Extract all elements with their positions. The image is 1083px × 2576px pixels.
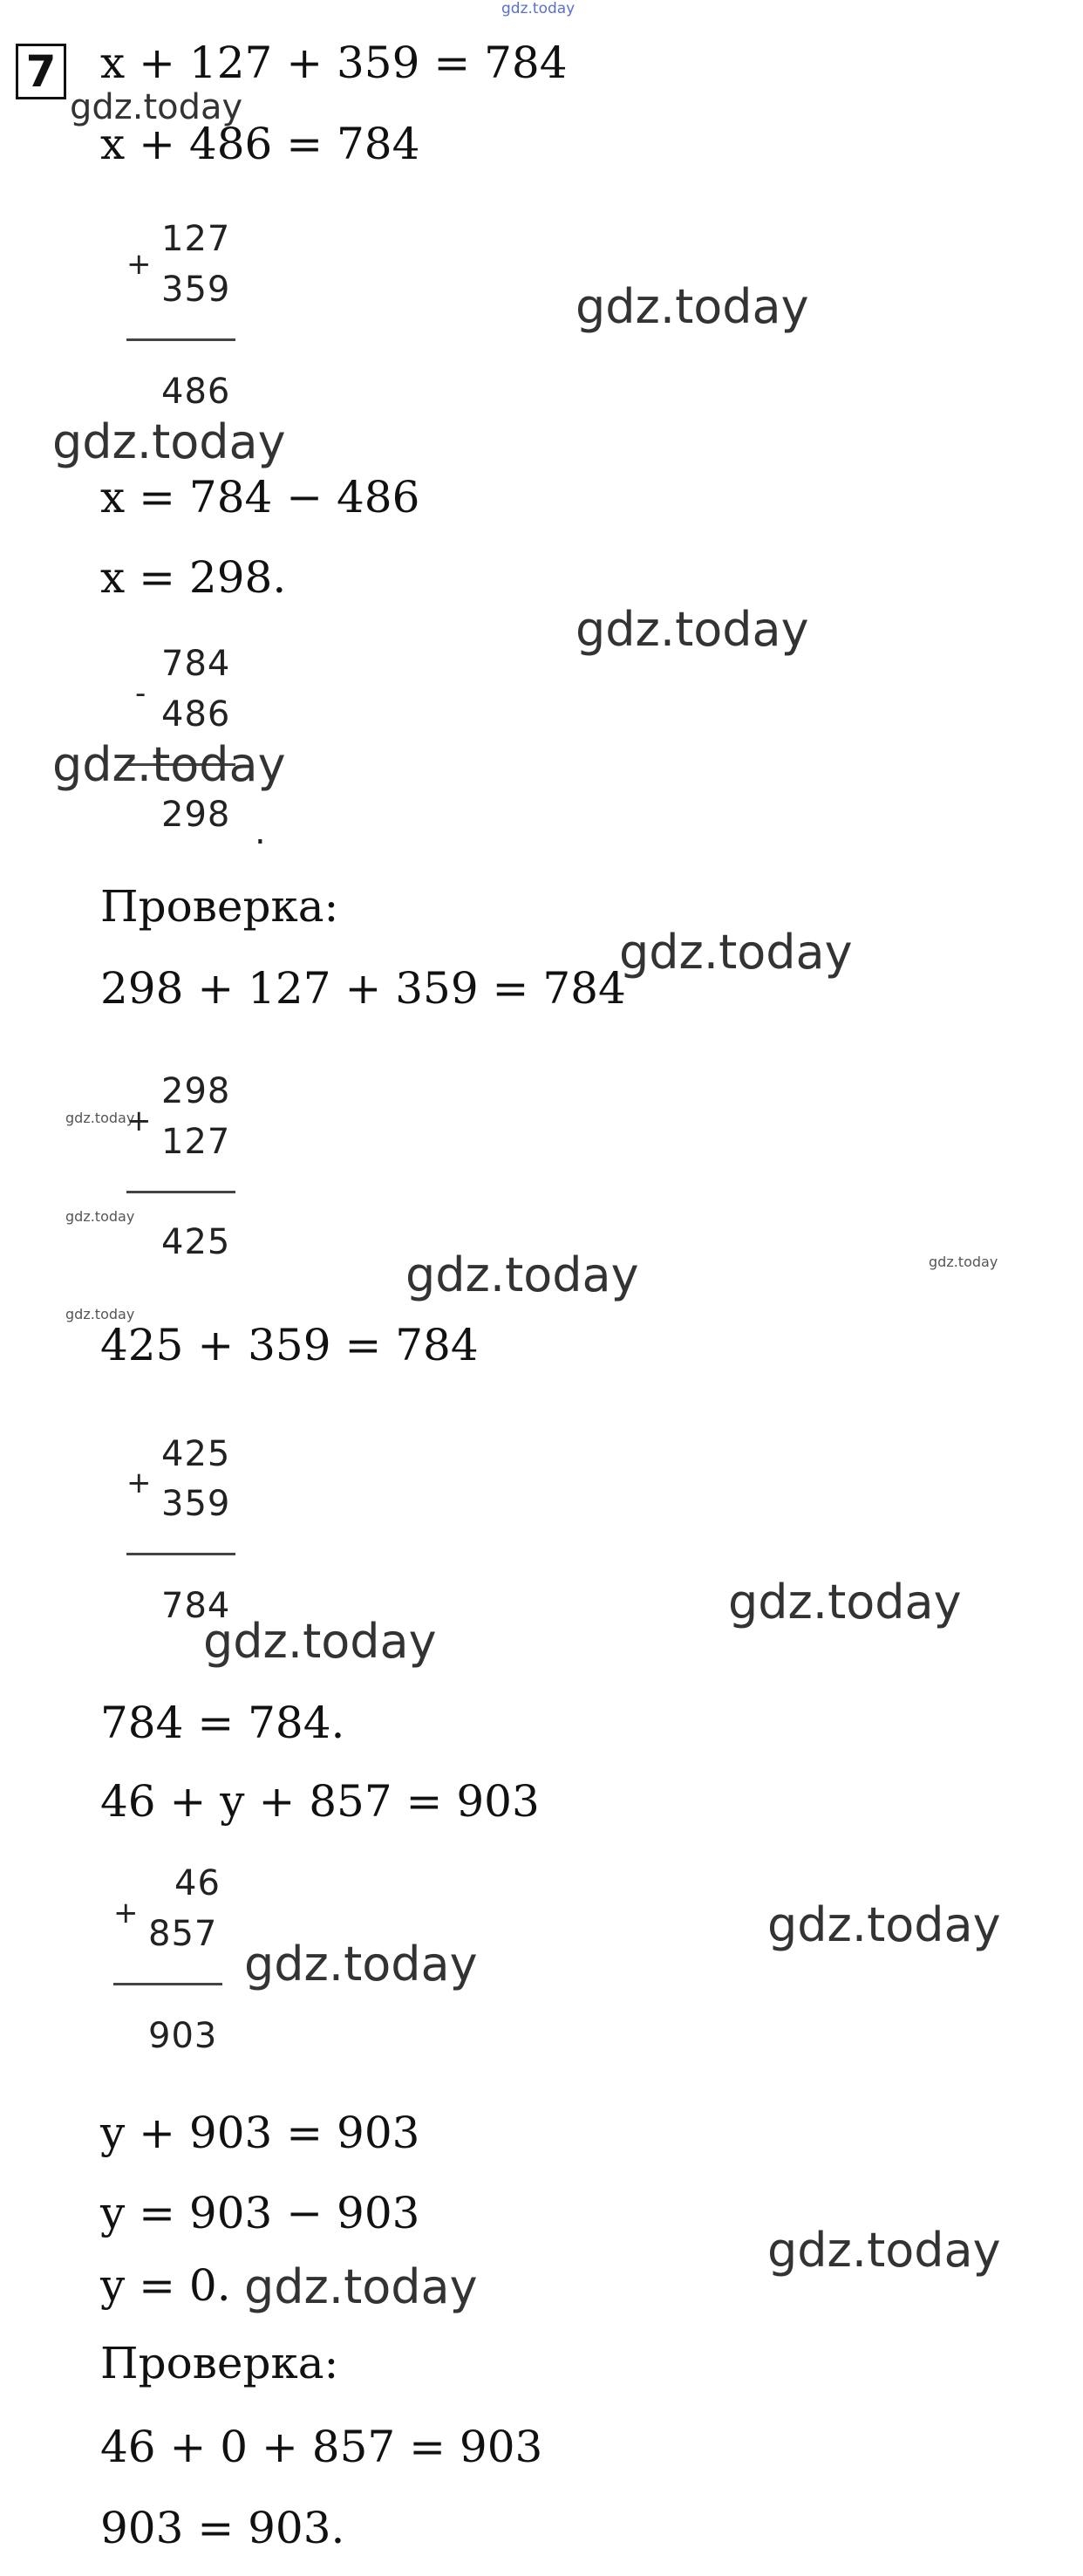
column-5-bottom: 857: [148, 1914, 218, 1954]
watermark: gdz.today: [65, 1208, 135, 1225]
watermark: gdz.today: [576, 279, 809, 334]
equation-line-11: y = 0.: [100, 2260, 231, 2311]
equation-line-10: y = 903 − 903: [100, 2188, 420, 2238]
column-5-result: 903: [148, 2016, 218, 2056]
watermark: gdz.today: [619, 925, 853, 980]
watermark: gdz.today: [52, 737, 286, 792]
column-2-result: 298: [161, 795, 231, 835]
column-1-top: 127: [161, 219, 231, 259]
equation-line-4: x = 298.: [100, 552, 287, 603]
watermark: gdz.today: [767, 1897, 1001, 1952]
equation-line-8: 46 + y + 857 = 903: [100, 1776, 540, 1827]
column-1-bottom: 359: [161, 270, 231, 310]
column-3-top: 298: [161, 1071, 231, 1111]
equation-line-9: y + 903 = 903: [100, 2108, 420, 2158]
column-1-result: 486: [161, 372, 231, 412]
equation-line-1: x + 127 + 359 = 784: [100, 38, 568, 88]
equation-line-12: 46 + 0 + 857 = 903: [100, 2422, 543, 2472]
watermark: gdz.today: [65, 1306, 135, 1322]
watermark: gdz.today: [576, 602, 809, 657]
column-2-operator: -: [135, 676, 146, 711]
watermark: gdz.today: [405, 1247, 639, 1302]
column-3-rule: [126, 1191, 235, 1193]
check-label-1: Проверка:: [100, 881, 339, 932]
column-1-rule: [126, 338, 235, 341]
watermark: gdz.today: [929, 1254, 998, 1270]
watermark: gdz.today: [52, 414, 286, 469]
check-label-2: Проверка:: [100, 2338, 339, 2388]
equation-line-5: 298 + 127 + 359 = 784: [100, 963, 626, 1014]
column-5-rule: [113, 1983, 222, 1985]
watermark: gdz.today: [70, 87, 243, 127]
column-2-top: 784: [161, 644, 231, 684]
column-4-operator: +: [126, 1466, 152, 1500]
watermark: gdz.today: [203, 1614, 437, 1669]
column-2-bottom: 486: [161, 694, 231, 735]
watermark: gdz.today: [244, 2259, 478, 2314]
equation-line-7: 784 = 784.: [100, 1698, 345, 1748]
column-4-top: 425: [161, 1434, 231, 1474]
watermark: gdz.today: [65, 1110, 135, 1126]
column-1-operator: +: [126, 247, 152, 282]
column-5-operator: +: [113, 1896, 139, 1930]
watermark-top: gdz.today: [501, 0, 576, 17]
column-4-rule: [126, 1553, 235, 1555]
column-5-top: 46: [174, 1863, 221, 1903]
watermark: gdz.today: [767, 2223, 1001, 2278]
equation-line-2: x + 486 = 784: [100, 119, 420, 169]
watermark: gdz.today: [728, 1575, 962, 1630]
column-4-result: 784: [161, 1586, 231, 1626]
problem-number: 7: [16, 44, 66, 99]
equation-line-3: x = 784 − 486: [100, 472, 420, 523]
watermark: gdz.today: [244, 1937, 478, 1992]
equation-line-13: 903 = 903.: [100, 2503, 345, 2553]
column-2-dot: .: [255, 812, 267, 852]
equation-line-6: 425 + 359 = 784: [100, 1320, 479, 1370]
column-3-bottom: 127: [161, 1122, 231, 1162]
column-3-result: 425: [161, 1222, 231, 1262]
column-4-bottom: 359: [161, 1484, 231, 1524]
column-3-operator: +: [126, 1104, 152, 1138]
